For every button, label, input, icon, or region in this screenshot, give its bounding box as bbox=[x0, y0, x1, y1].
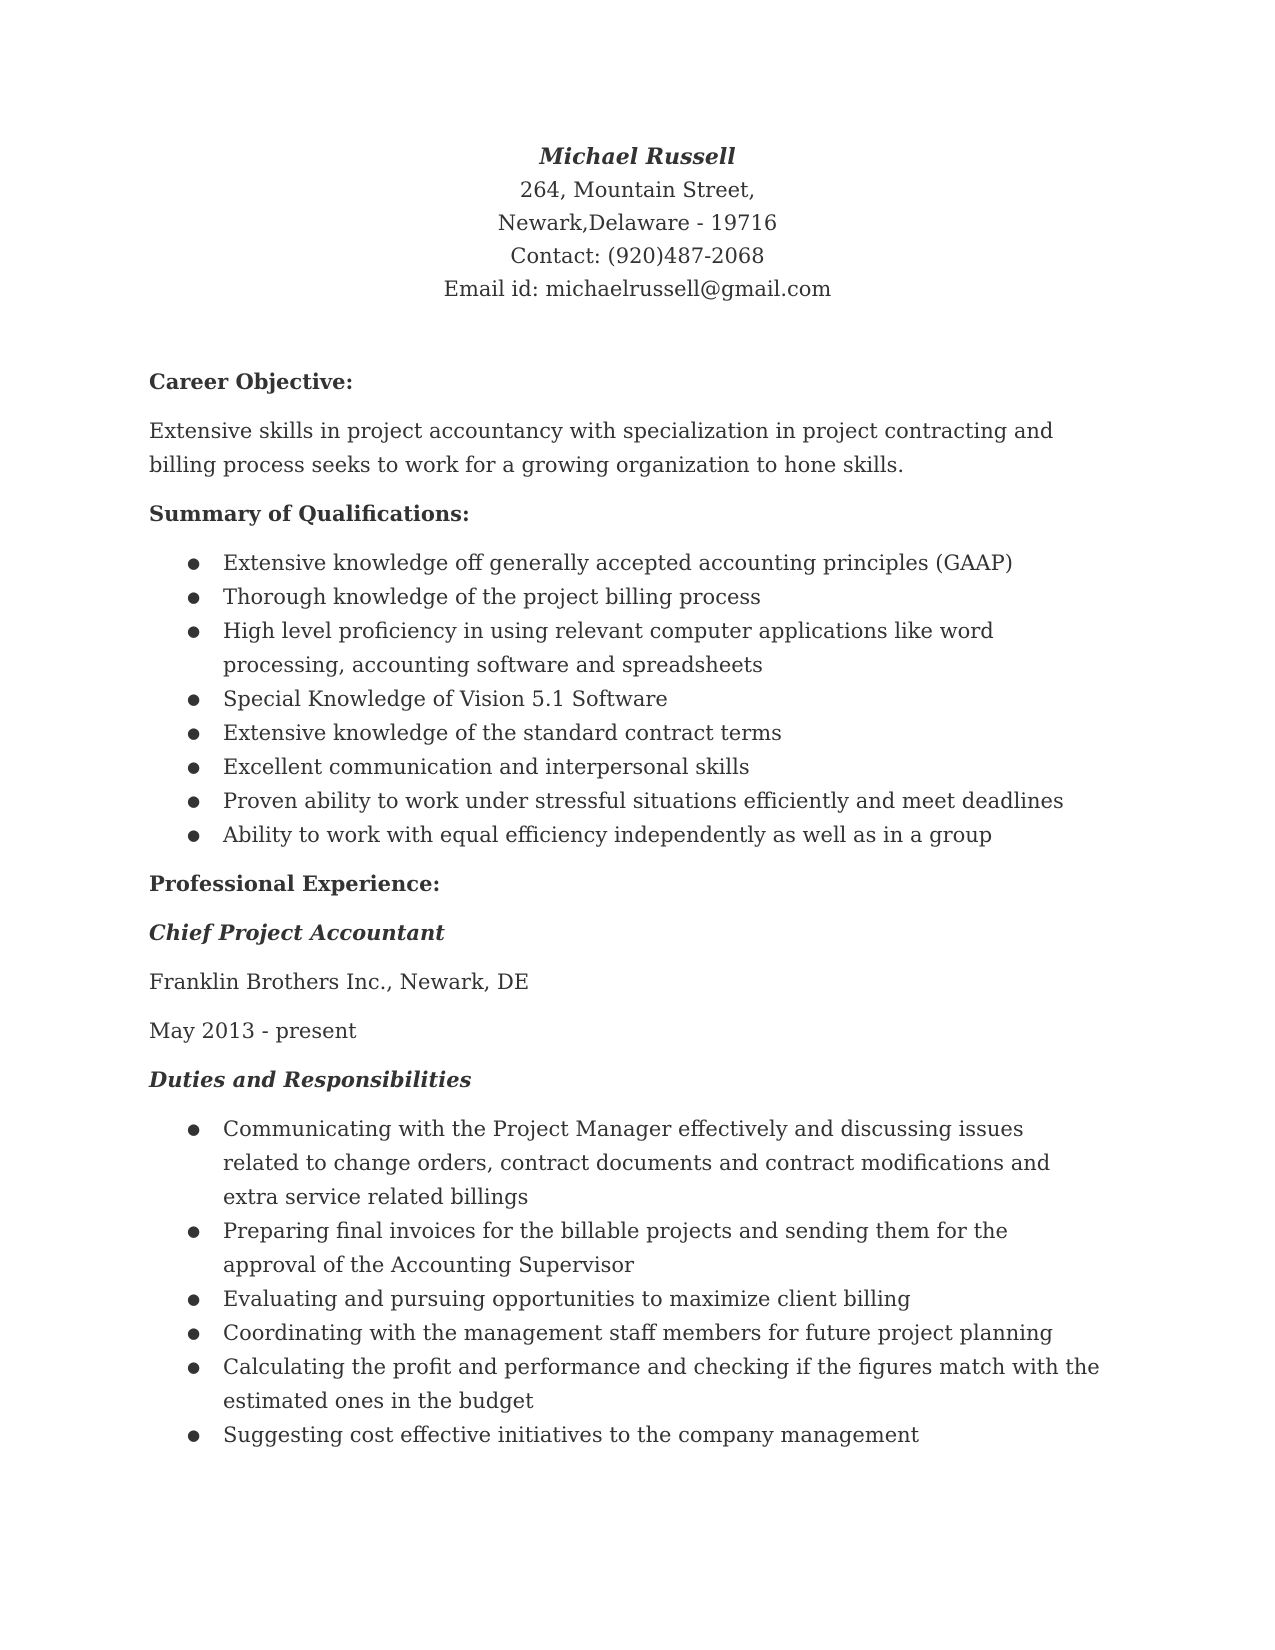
duty-item-text: approval of the Accounting Supervisor bbox=[223, 1253, 635, 1277]
bullet-icon: ● bbox=[187, 826, 201, 844]
bullet-icon: ● bbox=[187, 1426, 201, 1444]
qualification-item bbox=[149, 750, 1129, 784]
bullet-icon: ● bbox=[187, 1222, 201, 1240]
experience-heading: Professional Experience: bbox=[149, 871, 441, 896]
bullet-icon: ● bbox=[187, 622, 201, 640]
duty-item bbox=[149, 1350, 1129, 1418]
qualification-item bbox=[149, 614, 1129, 682]
bullet-icon: ● bbox=[187, 554, 201, 572]
bullet-icon: ● bbox=[187, 690, 201, 708]
qualifications-list bbox=[149, 546, 1129, 852]
qualification-item-text: Ability to work with equal efficiency independently as well as in a group bbox=[223, 823, 993, 847]
career-objective-heading: Career Objective: bbox=[149, 369, 354, 394]
bullet-icon: ● bbox=[187, 792, 201, 810]
company-name: Franklin Brothers Inc., Newark, DE bbox=[149, 970, 530, 994]
qualification-item-text: processing, accounting software and spreadsheets bbox=[223, 653, 763, 677]
job-title: Chief Project Accountant bbox=[149, 920, 445, 945]
bullet-icon: ● bbox=[187, 1324, 201, 1342]
duty-item-text: extra service related billings bbox=[223, 1185, 529, 1209]
resume-header bbox=[0, 141, 1275, 306]
duties-heading: Duties and Responsibilities bbox=[149, 1067, 472, 1092]
duty-item-text: Calculating the profit and performance and checking if the figures match with the bbox=[223, 1355, 1100, 1379]
candidate-name: Michael Russell bbox=[539, 144, 736, 170]
bullet-icon: ● bbox=[187, 758, 201, 776]
qualification-item bbox=[149, 784, 1129, 818]
bullet-icon: ● bbox=[187, 1290, 201, 1308]
duty-item bbox=[149, 1316, 1129, 1350]
qualification-item-text: Extensive knowledge of the standard contract terms bbox=[223, 721, 782, 745]
duty-item-text: Coordinating with the management staff members for future project planning bbox=[223, 1321, 1053, 1345]
duty-item-text: Suggesting cost effective initiatives to the company management bbox=[223, 1423, 920, 1447]
qualification-item bbox=[149, 682, 1129, 716]
duty-item-text: Preparing final invoices for the billable projects and sending them for the bbox=[223, 1219, 1008, 1243]
contact-phone: Contact: (920)487-2068 bbox=[510, 244, 765, 268]
employment-dates: May 2013 - present bbox=[149, 1019, 357, 1043]
bullet-icon: ● bbox=[187, 1358, 201, 1376]
qualification-item-text: Thorough knowledge of the project billing process bbox=[223, 585, 761, 609]
duty-item-text: related to change orders, contract documents and contract modifications and bbox=[223, 1151, 1051, 1175]
qualification-item-text: Special Knowledge of Vision 5.1 Software bbox=[223, 687, 668, 711]
resume-body bbox=[149, 365, 1129, 1452]
career-objective-line-1: Extensive skills in project accountancy with specialization in project contracting and bbox=[149, 419, 1054, 443]
address-line-2: Newark,Delaware - 19716 bbox=[497, 211, 778, 235]
qualification-item bbox=[149, 716, 1129, 750]
duties-list bbox=[149, 1112, 1129, 1452]
contact-email: Email id: michaelrussell@gmail.com bbox=[443, 277, 832, 301]
duty-item-text: Communicating with the Project Manager effectively and discussing issues bbox=[223, 1117, 1024, 1141]
duty-item bbox=[149, 1112, 1129, 1214]
career-objective-line-2: billing process seeks to work for a growing organization to hone skills. bbox=[149, 453, 905, 477]
duty-item bbox=[149, 1282, 1129, 1316]
qualification-item bbox=[149, 546, 1129, 580]
qualification-item bbox=[149, 580, 1129, 614]
career-objective-text bbox=[149, 414, 1129, 482]
address-line-1: 264, Mountain Street, bbox=[519, 178, 756, 202]
qualifications-heading: Summary of Qualifications: bbox=[149, 501, 470, 526]
qualification-item-text: Proven ability to work under stressful situations efficiently and meet deadlines bbox=[223, 789, 1064, 813]
duty-item-text: estimated ones in the budget bbox=[223, 1389, 534, 1413]
qualification-item bbox=[149, 818, 1129, 852]
duty-item bbox=[149, 1214, 1129, 1282]
qualification-item-text: High level proficiency in using relevant computer applications like word bbox=[223, 619, 994, 643]
duty-item-text: Evaluating and pursuing opportunities to maximize client billing bbox=[223, 1287, 911, 1311]
qualification-item-text: Excellent communication and interpersonal skills bbox=[223, 755, 750, 779]
bullet-icon: ● bbox=[187, 588, 201, 606]
qualification-item-text: Extensive knowledge off generally accepted accounting principles (GAAP) bbox=[223, 551, 1013, 575]
duty-item bbox=[149, 1418, 1129, 1452]
bullet-icon: ● bbox=[187, 1120, 201, 1138]
bullet-icon: ● bbox=[187, 724, 201, 742]
